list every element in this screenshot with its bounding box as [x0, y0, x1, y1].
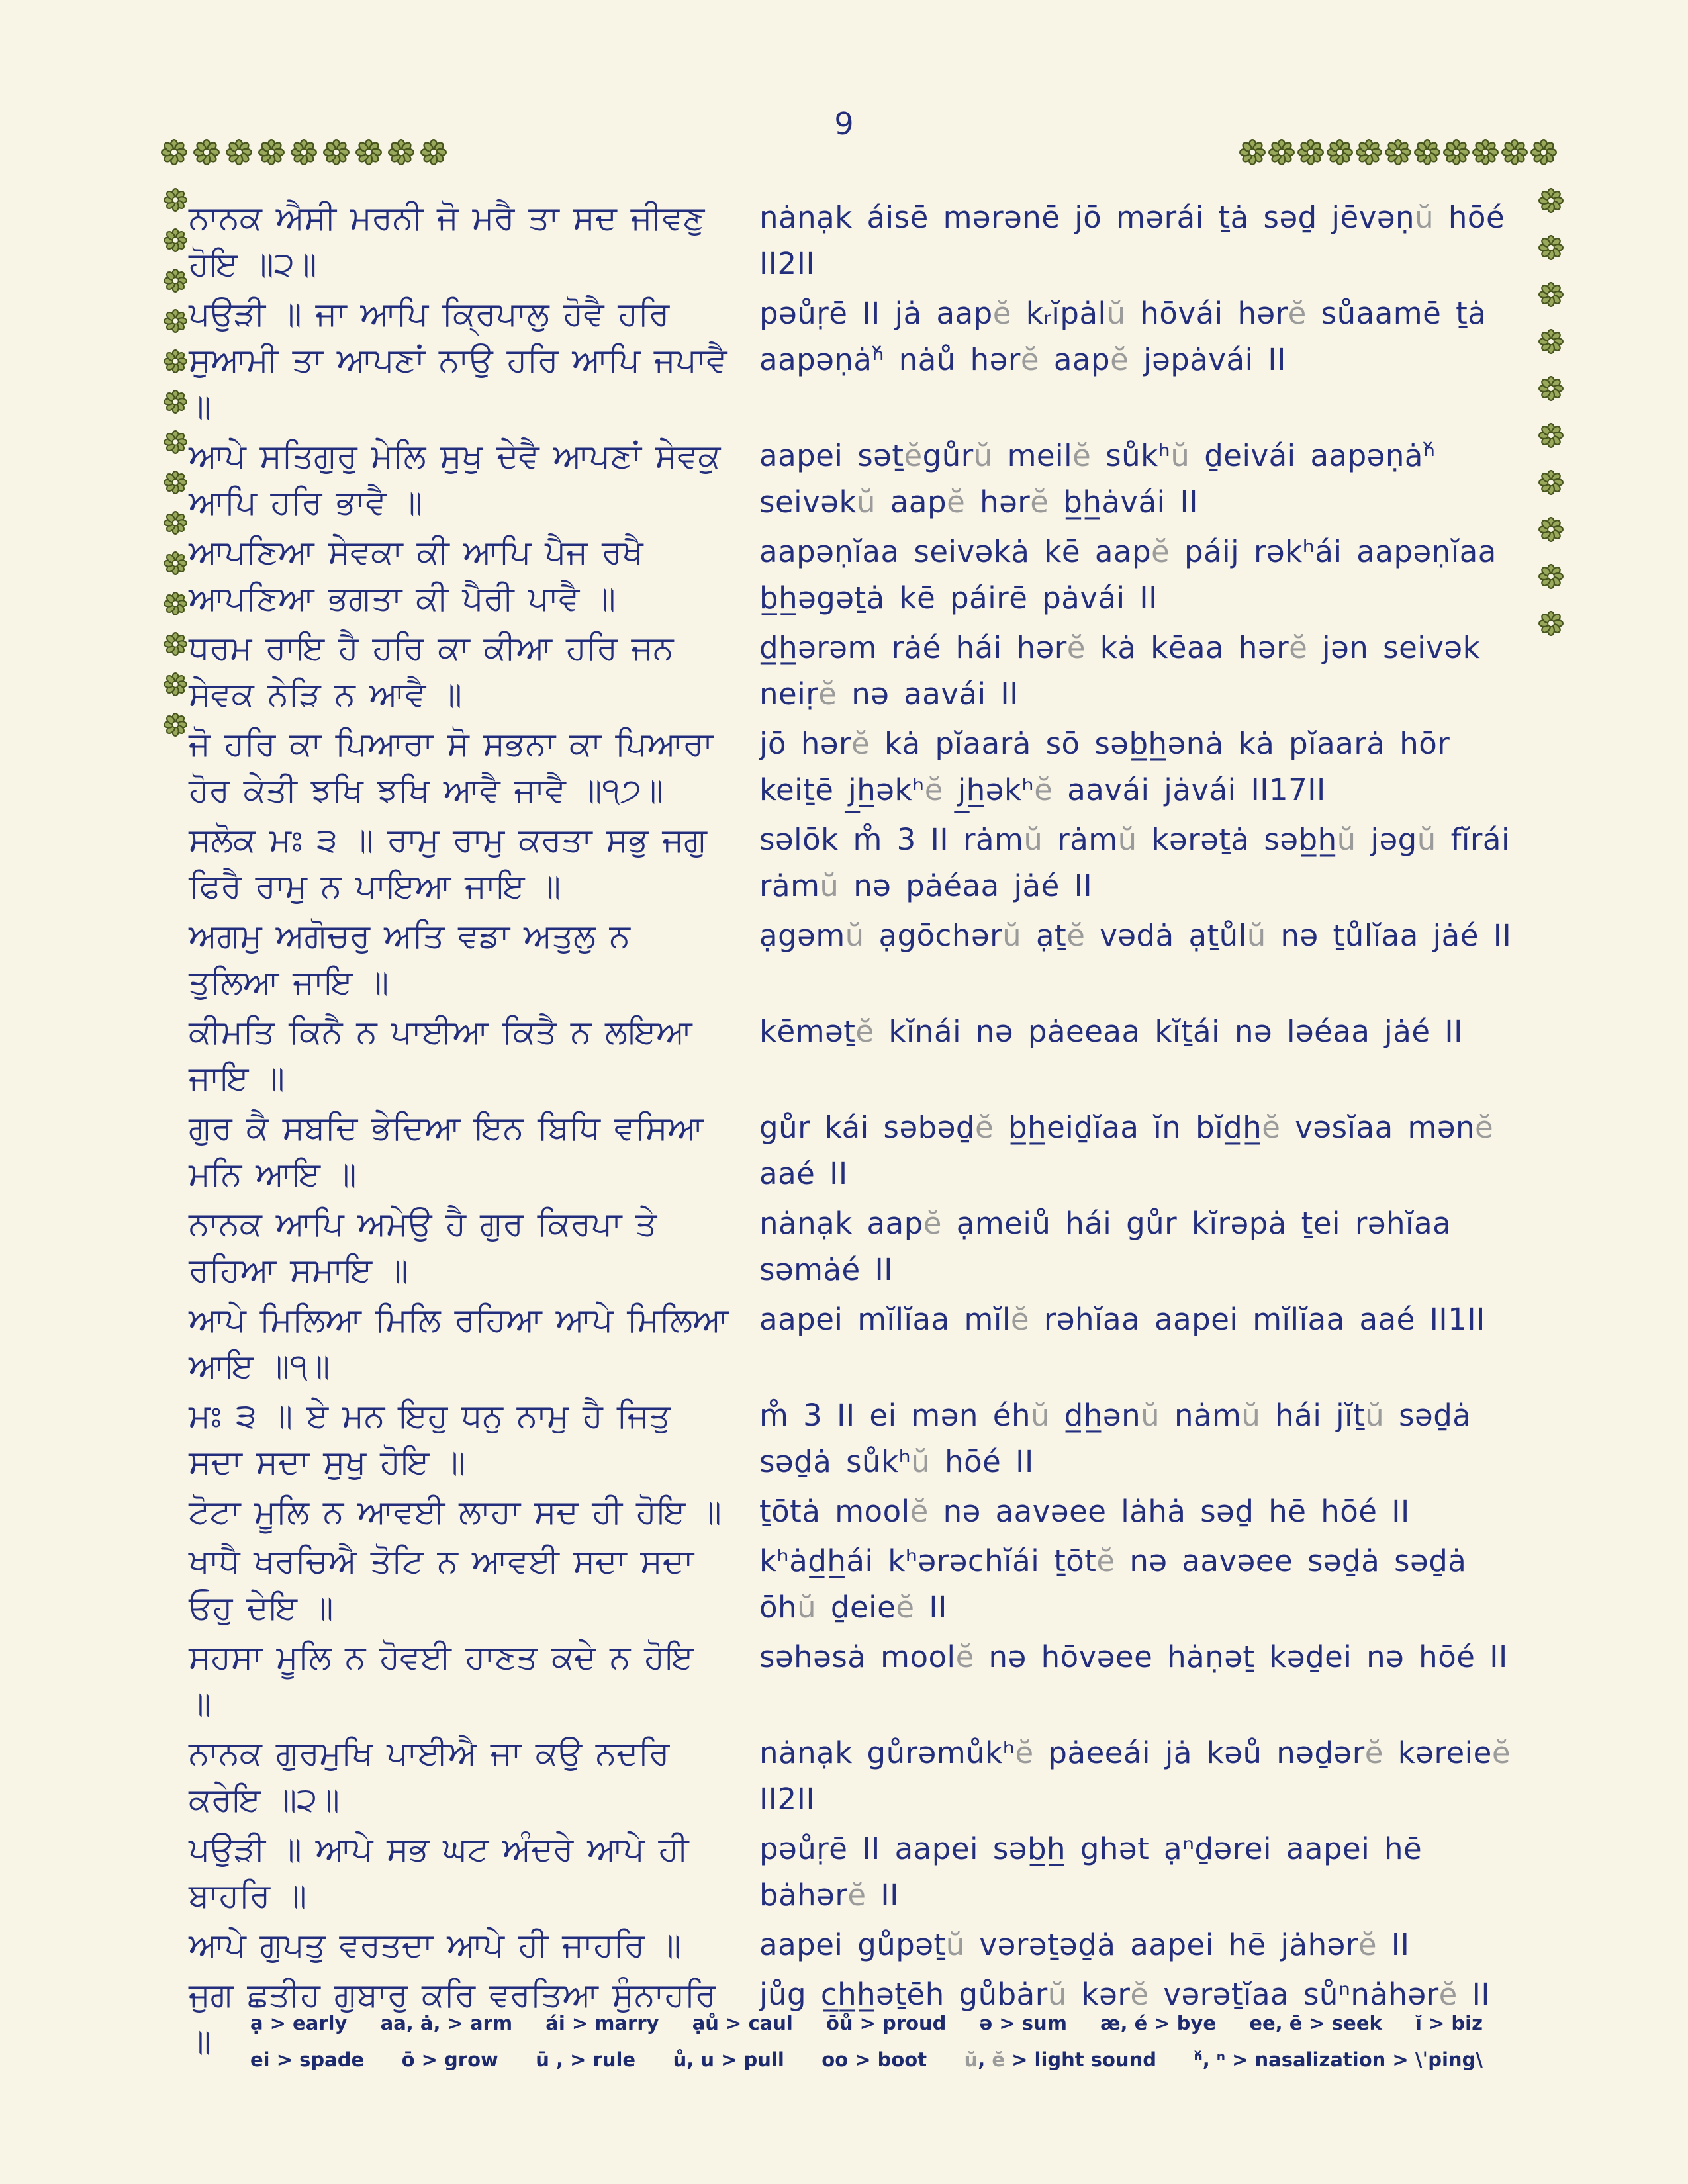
florette-icon — [164, 349, 187, 373]
pronunciation-key-item: æ, é > bye — [1100, 2012, 1217, 2034]
florette-icon — [355, 139, 382, 165]
light-sound-letter: ĕ — [1020, 342, 1040, 377]
light-sound-letter: ĕ — [904, 438, 923, 473]
light-sound-letter: ŭ — [845, 918, 865, 953]
light-sound-letter: ŭ — [820, 868, 839, 903]
florette-icon — [1538, 470, 1564, 495]
florette-icon — [164, 713, 187, 737]
florette-icon — [1538, 235, 1564, 260]
florette-icon — [1538, 282, 1564, 307]
verse-row — [189, 1105, 1526, 1197]
light-sound-letter: ŭ — [1415, 200, 1434, 235]
gurmukhi-verse: ਖਾਧੈ ਖਰਚਿਐ ਤੋਟਿ ਨ ਆਵਈ ਸਦਾ ਸਦਾ ਓਹੁ ਦੇਇ ॥ — [189, 1542, 694, 1627]
gurmukhi-verse: ਸਲੋਕ ਮਃ ੩ ॥ ਰਾਮੁ ਰਾਮੁ ਕਰਤਾ ਸਭੁ ਜਗੁ ਫਿਰੈ ਰਾਮੁ ਨ ਪਾਇਆ ਜਾਇ ॥ — [189, 821, 707, 905]
light-sound-letter: ŭ — [1241, 1398, 1261, 1433]
florette-icon — [1385, 139, 1411, 165]
pronunciation-key-item: ŭ, ĕ > light sound — [964, 2048, 1156, 2071]
light-sound-letter: ĕ — [1066, 630, 1086, 665]
light-sound-letter: ĕ — [1262, 1110, 1281, 1145]
roman-transliteration: aapəṇĭaa seivəkȧ kē aapĕ páij rəkʰái aapəṇĭaa b̲h̲əgəṯȧ kē páirē pȧvái II — [759, 534, 1497, 615]
florette-icon — [1297, 139, 1324, 165]
light-sound-letter: ĕ — [851, 726, 870, 761]
florette-icon — [1414, 139, 1440, 165]
florette-icon — [1538, 423, 1564, 448]
florette-icon — [1501, 139, 1528, 165]
florette-icon — [164, 551, 187, 575]
light-sound-letter: ŭ — [1047, 1977, 1067, 2012]
pronunciation-key-item: ōů > proud — [825, 2012, 947, 2034]
verse-row — [189, 1634, 1526, 1727]
light-sound-letter: ĕ — [1110, 342, 1129, 377]
light-sound-letter: ŭ — [1106, 296, 1126, 331]
pronunciation-key-item: oo > boot — [821, 2048, 927, 2071]
florette-border-left — [164, 188, 187, 737]
light-sound-letter: ĕ — [1066, 918, 1086, 953]
gurmukhi-verse: ਨਾਨਕ ਗੁਰਮੁਖਿ ਪਾਈਐ ਜਾ ਕਉ ਨਦਰਿ ਕਰੇਇ ॥੨॥ — [189, 1734, 670, 1819]
gurmukhi-verse: ਆਪੇ ਸਤਿਗੁਰੁ ਮੇਲਿ ਸੁਖੁ ਦੇਵੈ ਆਪਣਾਂ ਸੇਵਕੁ ਆਪਿ ਹਰਿ ਭਾਵੈ ॥ — [189, 437, 721, 522]
light-sound-letter: ĕ — [1096, 1543, 1115, 1578]
florette-icon — [1538, 611, 1564, 636]
florette-icon — [226, 139, 252, 165]
light-sound-letter: ĕ — [896, 1590, 915, 1625]
gurmukhi-verse: ਨਾਨਕ ਆਪਿ ਅਮੇਉ ਹੈ ਗੁਰ ਕਿਰਪਾ ਤੇ ਰਹਿਆ ਸਮਾਇ ॥ — [189, 1205, 657, 1289]
roman-transliteration: m̊ 3 II ei mən éhŭ d̲h̲ənŭ nȧmŭ hái jĭṯŭ səḏȧ səḏȧ sůkʰŭ hōé II — [759, 1398, 1472, 1479]
florette-icon — [161, 139, 187, 165]
pronunciation-key-item: ⁿ̌, ⁿ > nasalization > \ˈping\ — [1194, 2048, 1483, 2071]
roman-transliteration: d̲h̲ərəm rȧé hái hərĕ kȧ kēaa hərĕ jən seivək neiṛĕ nə aavái II — [759, 630, 1481, 711]
florette-icon — [164, 511, 187, 535]
roman-transliteration: pəůṛē II aapei səb̲h̲ ghət ạⁿḏərei aapei hē bȧhərĕ II — [759, 1831, 1423, 1913]
roman-transliteration: aapei gůpəṯŭ vərəṯəḏȧ aapei hē jȧhərĕ II — [759, 1927, 1410, 1962]
gurmukhi-verse: ਧਰਮ ਰਾਇ ਹੈ ਹਰਿ ਕਾ ਕੀਆ ਹਰਿ ਜਨ ਸੇਵਕ ਨੇੜਿ ਨ ਆਵੈ ॥ — [189, 629, 674, 713]
gurmukhi-verse: ਜੋ ਹਰਿ ਕਾ ਪਿਆਰਾ ਸੋ ਸਭਨਾ ਕਾ ਪਿਆਰਾ ਹੋਰ ਕੇਤੀ ਝਖਿ ਝਖਿ ਆਵੈ ਜਾਵੈ ॥੧੭॥ — [189, 725, 714, 809]
florette-icon — [1356, 139, 1382, 165]
roman-transliteration: jō hərĕ kȧ pĭaarȧ sō səb̲h̲ənȧ kȧ pĭaarȧ hōr keiṯē j̲h̲əkʰĕ j̲h̲əkʰĕ aavái jȧvái II17II — [759, 726, 1450, 807]
gurmukhi-verse: ਜੁਗ ਛਤੀਹ ਗੁਬਾਰੁ ਕਰਿ ਵਰਤਿਆ ਸੁੰਨਾਹਰਿ ॥ — [189, 1976, 716, 2060]
verse-row — [189, 817, 1526, 909]
roman-transliteration: səlōk m̊ 3 II rȧmŭ rȧmŭ kərəṯȧ səb̲h̲ŭ jəgŭ fĭrái rȧmŭ nə pȧéaa jȧé II — [759, 822, 1510, 903]
gurmukhi-verse: ਪਉੜੀ ॥ ਜਾ ਆਪਿ ਕ੍ਰਿਪਾਲੁ ਹੋਵੈ ਹਰਿ ਸੁਆਮੀ ਤਾ ਆਪਣਾਂ ਨਾਉ ਹਰਿ ਆਪਿ ਜਪਾਵੈ ॥ — [189, 295, 727, 426]
pronunciation-key-item: ạ > early — [250, 2012, 348, 2034]
gurmukhi-verse: ਨਾਨਕ ਐਸੀ ਮਰਨੀ ਜੋ ਮਰੈ ਤਾ ਸਦ ਜੀਵਣੁ ਹੋਇ ॥੨॥ — [189, 199, 705, 283]
pronunciation-key-item: ái > marry — [545, 2012, 659, 2034]
florette-icon — [291, 139, 317, 165]
roman-transliteration: səhəsȧ moolĕ nə hōvəee hȧṇəṯ kəḏei nə hōé II — [759, 1639, 1508, 1674]
roman-transliteration: ṯōtȧ moolĕ nə aavəee lȧhȧ səḏ hē hōé II — [759, 1494, 1410, 1529]
light-sound-letter: ĕ — [1130, 1977, 1149, 2012]
verse-row — [189, 291, 1526, 430]
light-sound-letter: ĕ — [1438, 1977, 1458, 2012]
florette-icon — [1538, 376, 1564, 401]
gurmukhi-verse: ਆਪਣਿਆ ਸੇਵਕਾ ਕੀ ਆਪਿ ਪੈਜ ਰਖੈ ਆਪਣਿਆ ਭਗਤਾ ਕੀ ਪੈਰੀ ਪਾਵੈ ॥ — [189, 533, 643, 617]
verse-row — [189, 529, 1526, 621]
gurmukhi-verse: ਆਪੇ ਮਿਲਿਆ ਮਿਲਿ ਰਹਿਆ ਆਪੇ ਮਿਲਿਆ ਆਇ ॥੧॥ — [189, 1300, 729, 1385]
light-sound-letter: ĕ — [992, 296, 1011, 331]
florette-icon — [193, 139, 220, 165]
florette-icon — [164, 672, 187, 696]
light-sound-letter: ĕ — [818, 676, 837, 711]
light-sound-letter: ĕ — [975, 1110, 994, 1145]
light-sound-letter: ĕ — [947, 484, 966, 520]
page-number: 9 — [834, 106, 854, 142]
light-sound-letter: ĕ — [923, 1206, 942, 1241]
light-sound-letter: ĕ — [1358, 1927, 1377, 1962]
roman-transliteration: kʰȧd̲h̲ái kʰərəchĭái ṯōtĕ nə aavəee səḏȧ səḏȧ ōhŭ ḏeieĕ II — [759, 1543, 1467, 1625]
light-sound-letter: ĕ — [1010, 1302, 1030, 1337]
gurmukhi-verse: ਟੋਟਾ ਮੂਲਿ ਨ ਆਵਈ ਲਾਹਾ ਸਦ ਹੀ ਹੋਇ ॥ — [189, 1492, 722, 1531]
roman-transliteration: aapei mĭlĭaa mĭlĕ rəhĭaa aapei mĭlĭaa aaé II1II — [759, 1302, 1485, 1337]
light-sound-letter: ĕ — [1015, 1735, 1034, 1770]
florette-icon — [164, 269, 187, 293]
verse-row — [189, 1826, 1526, 1919]
pronunciation-key-item: ĭ > biz — [1415, 2012, 1483, 2034]
florette-icon — [258, 139, 285, 165]
verse-row — [189, 195, 1526, 287]
pronunciation-key-item: ů, u > pull — [673, 2048, 784, 2071]
light-sound-letter: ĕ — [1151, 534, 1170, 569]
verse-row — [189, 913, 1526, 1005]
pronunciation-key-item: ei > spade — [250, 2048, 365, 2071]
pronunciation-key-item: ạů > caul — [692, 2012, 793, 2034]
roman-transliteration: gůr kái səbəḏĕ b̲h̲eiḏĭaa ĭn bĭd̲h̲ĕ vəsĭaa mənĕ aaé II — [759, 1110, 1494, 1191]
florette-icon — [164, 592, 187, 615]
light-sound-letter: ĕ — [955, 1639, 974, 1674]
light-sound-letter: ĕ — [992, 2048, 1006, 2071]
gurmukhi-verse: ਸਹਸਾ ਮੂਲਿ ਨ ਹੋਵਈ ਹਾਣਤ ਕਦੇ ਨ ਹੋਇ ॥ — [189, 1638, 694, 1723]
roman-transliteration: nȧnạk gůrəmůkʰĕ pȧeeái jȧ kəů nəḏərĕ kəreieĕ II2II — [759, 1735, 1511, 1817]
florette-icon — [388, 139, 414, 165]
gurmukhi-verse: ਅਗਮੁ ਅਗੋਚਰੁ ਅਤਿ ਵਡਾ ਅਤੁਲੁ ਨ ਤੁਲਿਆ ਜਾਇ ॥ — [189, 917, 630, 1001]
roman-transliteration: kēməṯĕ kĭnái nə pȧeeaa kĭṯái nə ləéaa jȧé II — [759, 1014, 1463, 1049]
verse-row — [189, 625, 1526, 717]
verse-row — [189, 1922, 1526, 1968]
florette-icon — [164, 430, 187, 454]
pronunciation-guide — [250, 2012, 1483, 2071]
light-sound-letter: ŭ — [1141, 1398, 1160, 1433]
light-sound-letter: ŭ — [945, 1927, 965, 1962]
florette-icon — [1472, 139, 1499, 165]
gurmukhi-verse: ਕੀਮਤਿ ਕਿਨੈ ਨ ਪਾਈਆ ਕਿਤੈ ਨ ਲਇਆ ਜਾਇ ॥ — [189, 1013, 692, 1097]
verse-row — [189, 1730, 1526, 1823]
pronunciation-guide-row — [250, 2012, 1483, 2034]
florette-icon — [1538, 564, 1564, 589]
light-sound-letter: ŭ — [1002, 918, 1022, 953]
florette-icon — [1538, 329, 1564, 354]
florette-icon — [164, 228, 187, 252]
light-sound-letter: ĕ — [924, 772, 943, 807]
light-sound-letter: ŭ — [797, 1590, 817, 1625]
light-sound-letter: ĕ — [855, 1014, 874, 1049]
light-sound-letter: ĕ — [1030, 484, 1049, 520]
light-sound-letter: ĕ — [910, 1494, 929, 1529]
florette-icon — [164, 309, 187, 333]
florette-icon — [1327, 139, 1353, 165]
gurmukhi-verse: ਪਉੜੀ ॥ ਆਪੇ ਸਭ ਘਟ ਅੰਦਰੇ ਆਪੇ ਹੀ ਬਾਹਰਿ ॥ — [189, 1830, 689, 1915]
florette-icon — [164, 471, 187, 494]
verse-row — [189, 1201, 1526, 1293]
verse-row — [189, 1392, 1526, 1485]
light-sound-letter: ŭ — [1365, 1398, 1385, 1433]
florette-icon — [420, 139, 447, 165]
light-sound-letter: ĕ — [1289, 630, 1308, 665]
verse-row — [189, 1538, 1526, 1631]
gurmukhi-verse: ਮਃ ੩ ॥ ਏ ਮਨ ਇਹੁ ਧਨੁ ਨਾਮੁ ਹੈ ਜਿਤੁ ਸਦਾ ਸਦਾ ਸੁਖੁ ਹੋਇ ॥ — [189, 1396, 671, 1481]
florette-icon — [1538, 517, 1564, 542]
pronunciation-guide-row — [250, 2048, 1483, 2071]
light-sound-letter: ŭ — [1030, 1398, 1050, 1433]
light-sound-letter: ĕ — [847, 1878, 867, 1913]
florette-icon — [1538, 188, 1564, 213]
light-sound-letter: ĕ — [1475, 1110, 1494, 1145]
light-sound-letter: ŭ — [911, 1444, 931, 1479]
pronunciation-key-item: ee, ē > seek — [1249, 2012, 1382, 2034]
roman-transliteration: pəůṛē II jȧ aapĕ kᵣĭpȧlŭ hōvái hərĕ sůaamē ṯȧ aapəṇȧⁿ̌ nȧů hərĕ aapĕ jəpȧvái II — [759, 296, 1487, 377]
light-sound-letter: ŭ — [1246, 918, 1266, 953]
light-sound-letter: ĕ — [1364, 1735, 1383, 1770]
roman-transliteration: nȧnạk áisē mərənē jō mərái ṯȧ səḏ jēvəṇŭ hōé II2II — [759, 200, 1505, 281]
pronunciation-key-item: ū , > rule — [536, 2048, 636, 2071]
florette-icon — [164, 632, 187, 656]
florette-icon — [1239, 139, 1266, 165]
florette-icon — [1530, 139, 1557, 165]
roman-transliteration: aapei səṯĕgůrŭ meilĕ sůkʰŭ ḏeivái aapəṇȧⁿ̌ seivəkŭ aapĕ hərĕ b̲h̲ȧvái II — [759, 438, 1436, 520]
verse-row — [189, 1009, 1526, 1101]
light-sound-letter: ŭ — [1336, 822, 1356, 857]
florette-icon — [1268, 139, 1295, 165]
florette-icon — [1443, 139, 1470, 165]
pronunciation-key-item: ō > grow — [401, 2048, 498, 2071]
light-sound-letter: ĕ — [1491, 1735, 1511, 1770]
florette-border-right — [1538, 188, 1564, 636]
roman-transliteration: jůg c̲h̲h̲əṯēh gůbȧrŭ kərĕ vərəṯĭaa sůⁿnȧhərĕ II — [759, 1977, 1491, 2012]
light-sound-letter: ŭ — [857, 484, 876, 520]
roman-transliteration: nȧnạk aapĕ ạmeiů hái gůr kĭrəpȧ ṯei rəhĭaa səmȧé II — [759, 1206, 1452, 1287]
light-sound-letter: ĕ — [1288, 296, 1307, 331]
florette-border-top-left — [161, 139, 447, 165]
florette-icon — [164, 390, 187, 414]
verse-row — [189, 1297, 1526, 1389]
light-sound-letter: ŭ — [1170, 438, 1190, 473]
pronunciation-key-item: aa, ȧ, > arm — [380, 2012, 513, 2034]
roman-transliteration: ạgəmŭ ạgōchərŭ ạṯĕ vədȧ ạṯůlŭ nə ṯůlĭaa jȧé II — [759, 918, 1512, 953]
verse-row — [189, 1488, 1526, 1535]
verse-row — [189, 433, 1526, 525]
gurmukhi-verse: ਆਪੇ ਗੁਪਤੁ ਵਰਤਦਾ ਆਪੇ ਹੀ ਜਾਹਰਿ ॥ — [189, 1926, 681, 1964]
verse-list — [189, 195, 1526, 2068]
light-sound-letter: ŭ — [973, 438, 993, 473]
gurmukhi-verse: ਗੁਰ ਕੈ ਸਬਦਿ ਭੇਦਿਆ ਇਨ ਬਿਧਿ ਵਸਿਆ ਮਨਿ ਆਇ ॥ — [189, 1109, 704, 1193]
florette-icon — [164, 188, 187, 212]
verse-row — [189, 721, 1526, 813]
light-sound-letter: ŭ — [1117, 822, 1137, 857]
light-sound-letter: ŭ — [964, 2048, 978, 2071]
light-sound-letter: ĕ — [1034, 772, 1053, 807]
florette-border-top-right — [1239, 139, 1557, 165]
light-sound-letter: ĕ — [1072, 438, 1092, 473]
light-sound-letter: ŭ — [1023, 822, 1043, 857]
light-sound-letter: ŭ — [1417, 822, 1436, 857]
florette-icon — [323, 139, 350, 165]
pronunciation-key-item: ə > sum — [979, 2012, 1067, 2034]
